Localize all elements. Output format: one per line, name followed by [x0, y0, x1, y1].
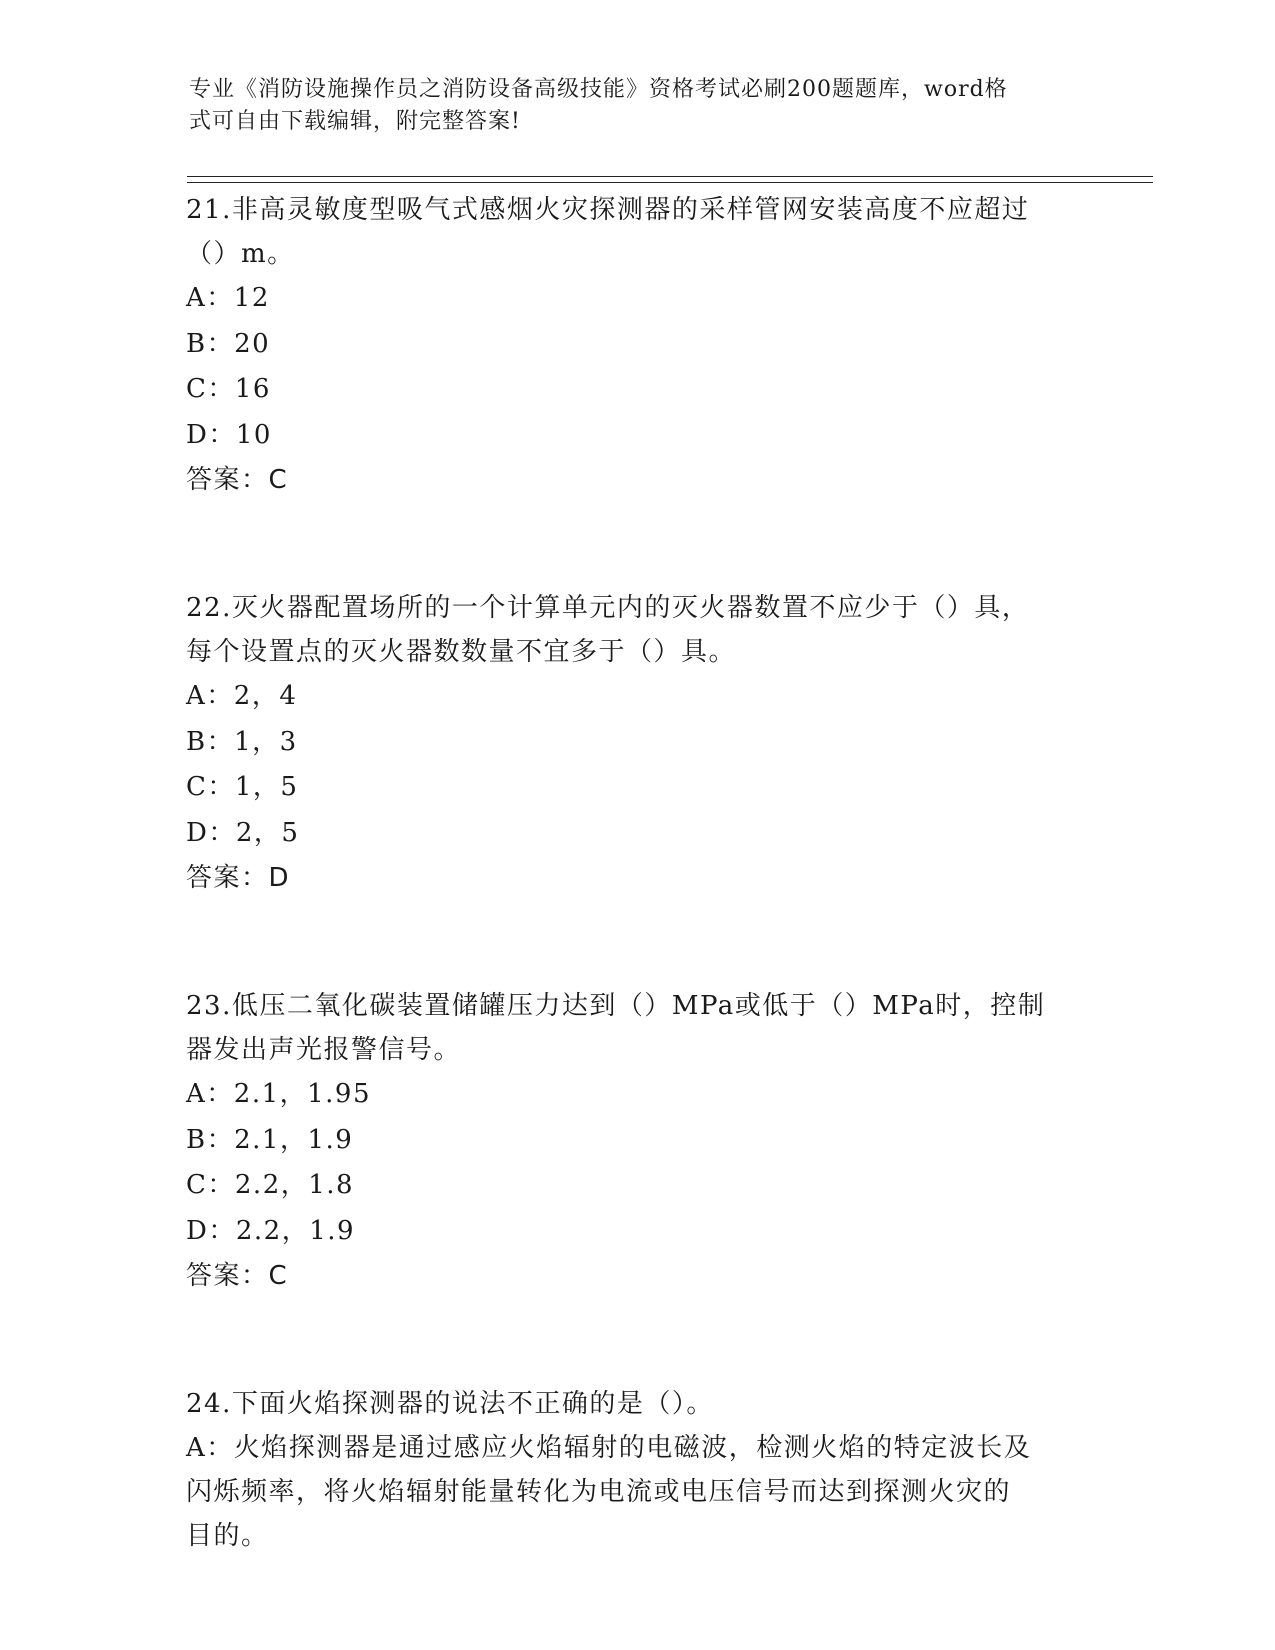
question-text-line: 24.下面火焰探测器的说法不正确的是（）。: [186, 1389, 714, 1419]
option-a-line: 目的。: [186, 1521, 269, 1551]
document-header: [189, 74, 1069, 138]
question-list: [186, 188, 1086, 1558]
question-text-line: 器发出声光报警信号。: [186, 1035, 462, 1065]
option-b: B：2.1，1.9: [186, 1124, 354, 1155]
option-a-line: 闪烁频率，将火焰辐射能量转化为电流或电压信号而达到探测火灾的: [186, 1477, 1012, 1507]
question-text-line: 每个设置点的灭火器数数量不宜多于（）具。: [186, 637, 737, 667]
question-text-line: （）m。: [186, 239, 295, 269]
question-22: [186, 586, 1086, 900]
option-d: D：2.2，1.9: [186, 1215, 356, 1246]
option-a-line: A：火焰探测器是通过感应火焰辐射的电磁波，检测火焰的特定波长及: [186, 1433, 1032, 1463]
question-spacer: [186, 900, 1086, 984]
header-divider-bottom: [187, 182, 1153, 183]
option-a: A：2，4: [186, 681, 298, 711]
question-spacer: [186, 502, 1086, 586]
option-c: C：1，5: [186, 772, 299, 802]
option-d: D：10: [186, 419, 272, 450]
question-text-line: 23.低压二氧化碳装置储罐压力达到（）MPa或低于（）MPa时，控制: [186, 991, 1046, 1021]
option-b: B：1，3: [186, 726, 298, 757]
header-line-1: 专业《消防设施操作员之消防设备高级技能》资格考试必刷200题题库，word格: [189, 77, 1008, 102]
question-text-line: 21.非高灵敏度型吸气式感烟火灾探测器的采样管网安装高度不应超过: [186, 195, 1030, 225]
option-c: C：2.2，1.8: [186, 1170, 355, 1200]
header-divider-top: [187, 176, 1153, 177]
question-23: [186, 984, 1086, 1298]
answer-line: 答案：C: [186, 1261, 289, 1291]
option-c: C：16: [186, 374, 271, 404]
header-line-2: 式可自由下载编辑，附完整答案!: [189, 109, 521, 134]
question-text-line: 22.灭火器配置场所的一个计算单元内的灭火器数置不应少于（）具，: [186, 593, 1030, 623]
option-a: A：2.1，1.95: [186, 1079, 372, 1109]
option-d: D：2，5: [186, 817, 300, 848]
option-b: B：20: [186, 328, 271, 359]
question-spacer: [186, 1298, 1086, 1382]
answer-line: 答案：D: [186, 863, 291, 893]
answer-line: 答案：C: [186, 465, 289, 495]
question-24: [186, 1382, 1086, 1558]
option-a: A：12: [186, 283, 270, 313]
question-21: [186, 188, 1086, 502]
